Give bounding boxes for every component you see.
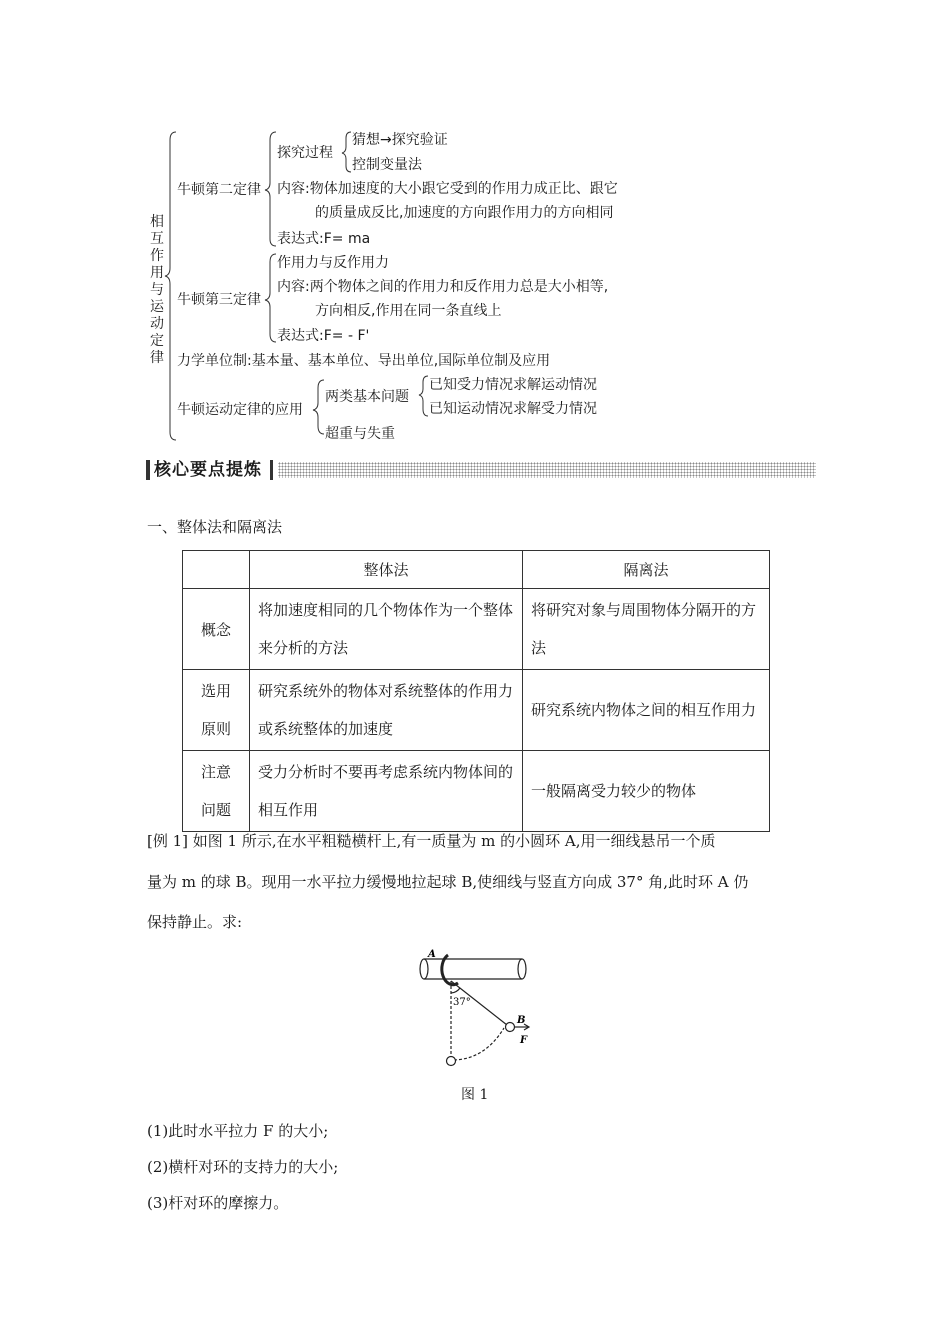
banner-right-bar <box>270 460 273 480</box>
cell-text: 研究系统内物体之间的相互作用力 <box>531 701 757 719</box>
ball-b <box>506 1023 515 1032</box>
second-law-content-2: 的质量成反比,加速度的方向跟作用力的方向相同 <box>315 205 614 221</box>
comparison-table <box>182 550 770 832</box>
table-row-label <box>183 751 250 832</box>
table-header-row <box>183 551 770 589</box>
table-cell <box>250 589 523 670</box>
figure-ring-ball <box>410 945 550 1070</box>
table-cell <box>250 751 523 832</box>
explore-process-label: 探究过程 <box>277 145 333 161</box>
label-a: A <box>428 949 436 960</box>
root-char: 用 <box>150 265 164 281</box>
label-f: F <box>520 1035 528 1046</box>
example-line-1: [例 1] 如图 1 所示,在水平粗糙横杆上,有一质量为 m 的小圆环 A,用一细线悬吊一个质 <box>147 832 716 850</box>
third-law-content-2: 方向相反,作用在同一条直线上 <box>315 303 502 319</box>
cell-text: 将加速度相同的几个物体作为一个整体来分析的方法 <box>258 601 514 657</box>
root-char: 定 <box>150 333 164 349</box>
cell-text: 研究系统外的物体对系统整体的作用力或系统整体的加速度 <box>258 682 514 738</box>
cell-text: 受力分析时不要再考虑系统内物体间的相互作用 <box>258 763 514 819</box>
mindmap-root-title <box>149 214 165 367</box>
table-cell <box>523 751 770 832</box>
question-1: (1)此时水平拉力 F 的大小; <box>147 1122 329 1140</box>
example-line-3: 保持静止。求: <box>147 913 243 931</box>
banner-hatch <box>278 462 816 478</box>
root-char: 作 <box>150 248 164 264</box>
angle-arc <box>451 988 460 993</box>
table-row <box>183 670 770 751</box>
table-cell <box>523 670 770 751</box>
question-2: (2)横杆对环的支持力的大小; <box>147 1158 339 1176</box>
question-3: (3)杆对环的摩擦力。 <box>147 1194 289 1212</box>
cell-text: 将研究对象与周围物体分隔开的方法 <box>531 601 757 657</box>
third-law-formula: 表达式:F= - F' <box>277 328 370 344</box>
table-header-cell <box>183 551 250 589</box>
table-cell <box>250 670 523 751</box>
action-reaction-text: 作用力与反作用力 <box>277 255 389 271</box>
section-title: 一、整体法和隔离法 <box>147 518 283 536</box>
third-law-content-1: 内容:两个物体之间的作用力和反作用力总是大小相等, <box>277 279 609 295</box>
table-row <box>183 751 770 832</box>
root-char: 互 <box>150 231 164 247</box>
label-angle: 37° <box>453 997 471 1008</box>
root-char: 律 <box>150 350 164 366</box>
table-header-cell: 整体法 <box>250 551 523 589</box>
banner-left-bar <box>146 460 150 480</box>
row-label-text: 概念 <box>200 620 231 639</box>
figure-caption: 图 1 <box>461 1087 489 1103</box>
section-banner <box>140 458 816 482</box>
ball-initial <box>447 1057 456 1066</box>
third-law-label: 牛顿第三定律 <box>177 292 261 308</box>
root-char: 与 <box>150 282 164 298</box>
application-label: 牛顿运动定律的应用 <box>177 402 303 418</box>
guess-verify-text: 猜想→探究验证 <box>352 132 448 148</box>
overweight-text: 超重与失重 <box>325 426 395 442</box>
cell-text: 一般隔离受力较少的物体 <box>531 782 697 800</box>
table-row-label <box>183 670 250 751</box>
table-row <box>183 589 770 670</box>
row-label-text: 选用原则 <box>200 682 231 738</box>
rod-right-end <box>518 959 526 979</box>
type-1-text: 已知受力情况求解运动情况 <box>429 377 597 393</box>
control-variable-text: 控制变量法 <box>352 157 422 173</box>
rod-left-end <box>420 959 428 979</box>
root-char: 动 <box>150 316 164 332</box>
type-2-text: 已知运动情况求解受力情况 <box>429 401 597 417</box>
root-char: 相 <box>150 214 164 230</box>
table-cell <box>523 589 770 670</box>
row-label-text: 注意问题 <box>200 763 231 819</box>
example-line-2: 量为 m 的球 B。现用一水平拉力缓慢地拉起球 B,使细线与竖直方向成 37° 角,此时环 A 仍 <box>147 873 749 891</box>
second-law-label: 牛顿第二定律 <box>177 182 261 198</box>
label-b: B <box>517 1015 526 1026</box>
units-text: 力学单位制:基本量、基本单位、导出单位,国际单位制及应用 <box>177 353 551 369</box>
two-types-label: 两类基本问题 <box>325 389 409 405</box>
swing-arc <box>454 1028 504 1060</box>
banner-title: 核心要点提炼 <box>154 460 262 480</box>
second-law-formula: 表达式:F= ma <box>277 231 371 247</box>
second-law-content-1: 内容:物体加速度的大小跟它受到的作用力成正比、跟它 <box>277 181 618 197</box>
table-header-cell: 隔离法 <box>523 551 770 589</box>
root-char: 运 <box>150 299 164 315</box>
table-row-label <box>183 589 250 670</box>
